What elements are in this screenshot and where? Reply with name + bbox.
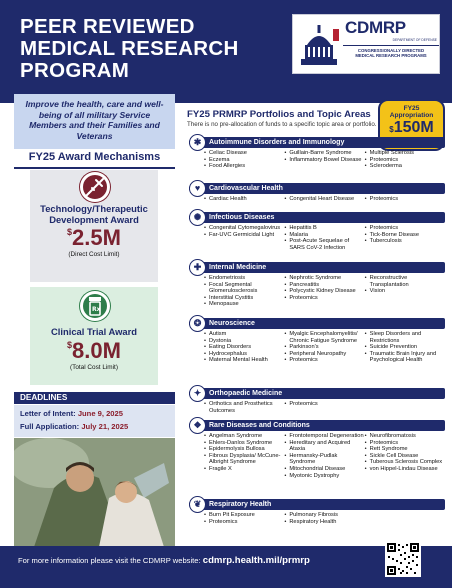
qr-code-icon	[387, 543, 419, 575]
topic-columns	[189, 329, 445, 366]
category-section	[189, 212, 445, 253]
topic-item: • Proteomics	[365, 440, 445, 447]
topic-item: • Interstitial Cystitis	[204, 295, 284, 302]
topic-item: • Nephrotic Syndrome	[284, 275, 364, 282]
topic-column	[204, 433, 284, 479]
deadlines-heading: DEADLINES	[14, 392, 175, 404]
family-photo	[14, 438, 175, 547]
topic-item: • Hermansky-Pudlak Syndrome	[284, 453, 364, 466]
topic-item: • Autism	[204, 331, 284, 338]
topic-item: • Food Allergies	[204, 163, 284, 170]
topic-column	[204, 225, 284, 251]
category-label: Rare Diseases and Conditions	[209, 422, 310, 429]
topic-column	[365, 331, 445, 364]
deadlines-box	[14, 405, 175, 437]
logo-subtitle-line-1: CONGRESSIONALLY DIRECTED	[357, 48, 425, 53]
topic-item: • Dystonia	[204, 338, 284, 345]
title-line-2: MEDICAL RESEARCH	[20, 37, 239, 60]
award-title-line: Clinical Trial Award	[51, 326, 137, 337]
topic-column	[284, 512, 364, 525]
capitol-dome-icon	[299, 21, 339, 67]
topic-item: • Hepatitis B	[284, 225, 364, 232]
syringe-icon	[80, 172, 110, 202]
category-section	[189, 420, 445, 481]
topic-item: • Proteomics	[204, 519, 284, 526]
topic-item: • Vision	[365, 288, 445, 295]
topic-item: • Focal Segmental Glomerulosclerosis	[204, 282, 284, 295]
topic-item: • Maternal Mental Health	[204, 357, 284, 364]
topic-item: • Proteomics	[284, 357, 364, 364]
category-section	[189, 262, 445, 310]
topic-item: • Menopause	[204, 301, 284, 308]
topic-item: • Polycystic Kidney Disease	[284, 288, 364, 295]
topic-column	[365, 433, 445, 479]
topic-item: • Reconstructive Transplantation	[365, 275, 445, 288]
topic-column	[365, 196, 445, 203]
appropriation-label: FY25	[403, 105, 420, 112]
topic-item: • Proteomics	[365, 196, 445, 203]
topic-item: • Eczema	[204, 157, 284, 164]
category-label: Internal Medicine	[209, 264, 267, 271]
topic-column	[365, 401, 445, 414]
topic-item: • Orthotics and Prosthetics Outcomes	[204, 401, 284, 414]
category-label: Respiratory Health	[209, 501, 272, 508]
topic-item: • Neurofibromatosis	[365, 433, 445, 440]
topic-item: • Celiac Disease	[204, 150, 284, 157]
topic-item: • Post-Acute Sequelae of SARS CoV-2 Infection	[284, 238, 364, 251]
topic-column	[204, 331, 284, 364]
mechanisms-heading: FY25 Award Mechanisms	[28, 151, 161, 163]
award-title-line: Technology/Therapeutic	[40, 203, 148, 214]
topic-item: • Parkinson's	[284, 344, 364, 351]
category-section	[189, 183, 445, 205]
topic-item: • Multiple Sclerosis	[365, 150, 445, 157]
topic-item: • Congenital Heart Disease	[284, 196, 364, 203]
topic-item: • Scleroderma	[365, 163, 445, 170]
topic-item: • Burn Pit Exposure	[204, 512, 284, 519]
topic-item: • Tick-Borne Disease	[365, 232, 445, 239]
topic-item: • Angelman Syndrome	[204, 433, 284, 440]
topic-item: • Cardiac Health	[204, 196, 284, 203]
svg-text:Rx: Rx	[92, 306, 101, 313]
divider	[14, 167, 175, 169]
topic-item: • Peripheral Neuropathy	[284, 351, 364, 358]
award-cost-limit: (Direct Cost Limit)	[68, 251, 120, 259]
category-header	[189, 318, 445, 329]
topic-item: • Tuberculosis	[365, 238, 445, 245]
category-label: Autoimmune Disorders and Immunology	[209, 139, 345, 146]
logo-wordmark: CDMRP	[345, 18, 406, 37]
topic-item: • Ehlers-Danlos Syndrome	[204, 440, 284, 447]
topic-column	[284, 331, 364, 364]
lungs-icon: ❦	[189, 496, 206, 513]
topic-item: • Myalgic Encephalomyelitis/ Chronic Fatigue Syndrome	[284, 331, 364, 344]
category-section	[189, 499, 445, 527]
topic-item: • Hydrocephalus	[204, 351, 284, 358]
category-label: Infectious Diseases	[209, 214, 275, 221]
topic-column	[284, 401, 364, 414]
topic-item: • Hereditary and Acquired Ataxia	[284, 440, 364, 453]
topic-column	[204, 150, 284, 170]
topic-column	[365, 225, 445, 251]
topic-item: • Congenital Cytomegalovirus	[204, 225, 284, 232]
topic-column	[365, 512, 445, 525]
topic-item: • Proteomics	[284, 401, 364, 408]
title-line-3: PROGRAM	[20, 59, 130, 82]
topic-columns	[189, 510, 445, 527]
brain-icon: ❂	[189, 315, 206, 332]
topic-item: • Myotonic Dystrophy	[284, 473, 364, 480]
topic-column	[365, 275, 445, 308]
topic-item: • Endometriosis	[204, 275, 284, 282]
topic-column	[204, 196, 284, 203]
topic-columns	[189, 223, 445, 253]
footer-text: For more information please visit the CDMRP website: cdmrp.health.mil/prmrp	[18, 555, 310, 566]
topic-item: • Guillain-Barre Syndrome	[284, 150, 364, 157]
topic-item: • Mitochondrial Disease	[284, 466, 364, 473]
topic-item: • Respiratory Health	[284, 519, 364, 526]
portfolio-subtitle: There is no pre-allocation of funds to a specific topic area or portfolio.	[187, 121, 377, 128]
topic-columns	[189, 194, 445, 205]
award-cost-limit: (Total Cost Limit)	[70, 363, 118, 371]
category-section	[189, 137, 445, 172]
topic-column	[365, 150, 445, 170]
category-header	[189, 212, 445, 223]
category-section	[189, 318, 445, 366]
topic-item: • Eating Disorders	[204, 344, 284, 351]
topic-item: • Tuberous Sclerosis Complex	[365, 459, 445, 466]
portfolio-title: FY25 PRMRP Portfolios and Topic Areas	[187, 109, 371, 120]
mission-box	[14, 94, 175, 149]
topic-item: • Sleep Disorders and Restrictions	[365, 331, 445, 344]
bone-icon: ✦	[189, 385, 206, 402]
topic-columns	[189, 399, 445, 416]
website-link[interactable]: cdmrp.health.mil/prmrp	[202, 555, 310, 566]
topic-item: • Pulmonary Fibrosis	[284, 512, 364, 519]
category-label: Orthopaedic Medicine	[209, 390, 283, 397]
topic-column	[284, 196, 364, 203]
virus-icon: ✺	[189, 209, 206, 226]
title-line-1: PEER REVIEWED	[20, 15, 195, 38]
topic-item: • Rett Syndrome	[365, 446, 445, 453]
mission-text: Improve the health, care and well-being of all military Service Members and their Families and Veterans	[25, 99, 164, 141]
topic-item: • Traumatic Brain Injury and Psychological Health	[365, 351, 445, 364]
topic-column	[204, 401, 284, 414]
topic-columns	[189, 273, 445, 310]
qr-code[interactable]	[385, 541, 421, 577]
topic-column	[284, 225, 364, 251]
appropriation-amount: $150M	[389, 119, 434, 136]
topic-item: • Suicide Prevention	[365, 344, 445, 351]
topic-item: • Frontotemporal Degeneration	[284, 433, 364, 440]
deadline-loi: Letter of Intent: June 9, 2025	[20, 409, 123, 418]
topic-item: • Fragile X	[204, 466, 284, 473]
topic-item: • Sickle Cell Disease	[365, 453, 445, 460]
heart-icon: ♥	[189, 180, 206, 197]
prescription-bottle-icon	[80, 291, 110, 321]
topic-item: • Proteomics	[365, 225, 445, 232]
page-title	[20, 16, 250, 82]
category-header	[189, 262, 445, 273]
category-label: Cardiovascular Health	[209, 185, 283, 192]
award-amount: $2.5M	[67, 225, 121, 251]
topic-item: • Malaria	[284, 232, 364, 239]
lungs-icon: ✚	[189, 259, 206, 276]
logo-subtitle-line-2: MEDICAL RESEARCH PROGRAMS	[355, 53, 427, 59]
logo-dod-text: DEPARTMENT OF DEFENSE	[392, 38, 437, 42]
immune-icon: ✱	[189, 134, 206, 151]
topic-column	[204, 512, 284, 525]
topic-columns	[189, 148, 445, 172]
award-amount: $8.0M	[67, 337, 121, 363]
category-header	[189, 499, 445, 510]
category-section	[189, 388, 445, 416]
dna-icon: ❖	[189, 417, 206, 434]
deadline-full-app: Full Application: July 21, 2025	[20, 422, 129, 431]
category-header	[189, 420, 445, 431]
appropriation-label-2: Appropriation	[389, 112, 434, 119]
topic-item: • Far-UVC Germicidal Light	[204, 232, 284, 239]
topic-column	[284, 150, 364, 170]
category-header	[189, 388, 445, 399]
topic-item: • Proteomics	[284, 295, 364, 302]
topic-item: • Inflammatory Bowel Disease	[284, 157, 364, 164]
award-title-line: Development Award	[49, 213, 139, 225]
category-header	[189, 183, 445, 194]
topic-item: • von Hippel-Lindau Disease	[365, 466, 445, 473]
topic-item: • Epidermolysis Bullosa	[204, 446, 284, 453]
topic-columns	[189, 431, 445, 481]
topic-column	[284, 433, 364, 479]
logo-subtitle	[343, 45, 439, 58]
category-header	[189, 137, 445, 148]
category-label: Neuroscience	[209, 320, 255, 327]
cdmrp-logo	[292, 14, 440, 74]
topic-item: • Proteomics	[365, 157, 445, 164]
topic-column	[284, 275, 364, 308]
topic-column	[204, 275, 284, 308]
topic-item: • Fibrous Dysplasia/ McCune-Albright Syndrome	[204, 453, 284, 466]
topic-item: • Pancreatitis	[284, 282, 364, 289]
